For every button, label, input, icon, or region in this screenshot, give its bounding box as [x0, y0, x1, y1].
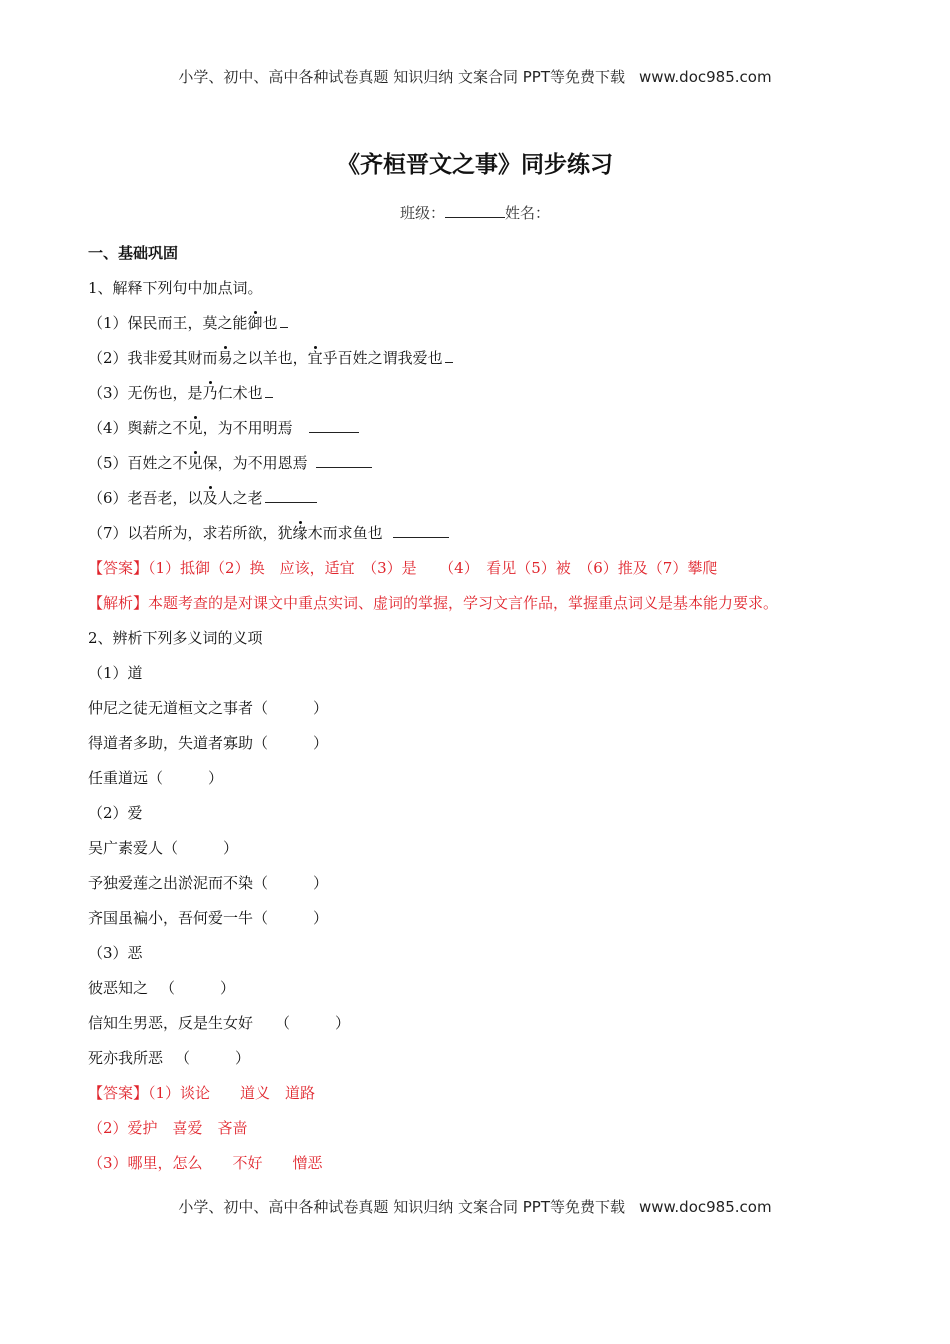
- banner-text: 小学、初中、高中各种试卷真题 知识归纳 文案合同 PPT等免费下载: [178, 1198, 625, 1216]
- answer-paren[interactable]: （ ）: [253, 874, 329, 892]
- q1-item-7: （7）以若所为，求若所欲，犹缘木而求鱼也: [88, 516, 878, 551]
- q2-answer: 【答案】（1）谈论 道义 道路: [88, 1084, 316, 1102]
- dotted-word: 见: [188, 411, 203, 446]
- class-label: 班级：: [399, 204, 445, 222]
- q1-answer: 【答案】（1）抵御（2）换 应该，适宜 （3）是 （4） 看见（5）被 （6）推及（7）攀爬: [88, 559, 718, 577]
- q2-group-head: （1）道: [88, 664, 143, 682]
- dotted-word: 缘: [293, 516, 308, 551]
- answer-blank[interactable]: [393, 523, 449, 538]
- q1-item-1: （1）保民而王，莫之能御也: [88, 306, 878, 341]
- q2-line: 齐国虽褊小，吾何爱一牛（ ）: [88, 909, 329, 927]
- q2-group-head: （2）爱: [88, 804, 143, 822]
- answer-blank[interactable]: [265, 488, 317, 503]
- q1-analysis: 【解析】本题考查的是对课文中重点实词、虚词的掌握，学习文言作品，掌握重点词义是基本能力要求。: [88, 594, 779, 612]
- q2-line: 仲尼之徒无道桓文之事者（ ）: [88, 699, 329, 717]
- dotted-word: 及: [203, 481, 218, 516]
- dotted-word: 御: [248, 306, 263, 341]
- q2-answer-line: （3）哪里，怎么 不好 憎恶: [88, 1154, 323, 1172]
- answer-blank[interactable]: [445, 348, 453, 363]
- q2-line: 信知生男恶，反是生女好 （ ）: [88, 1014, 351, 1032]
- answer-blank[interactable]: [265, 383, 273, 398]
- answer-paren[interactable]: （ ）: [253, 909, 329, 927]
- page-title: 《齐桓晋文之事》同步练习: [337, 151, 613, 178]
- name-label: 姓名：: [505, 204, 551, 222]
- worksheet-body: [88, 236, 878, 1181]
- q1-item-4: （4）舆薪之不见，为不用明焉: [88, 411, 878, 446]
- answer-paren[interactable]: （ ）: [160, 979, 236, 997]
- q2-group-head: （3）恶: [88, 944, 143, 962]
- q2-answer-line: （2）爱护 喜爱 吝啬: [88, 1119, 248, 1137]
- answer-blank[interactable]: [316, 453, 372, 468]
- q2-line: 得道者多助，失道者寡助（ ）: [88, 734, 329, 752]
- q2-line: 任重道远（ ）: [88, 769, 224, 787]
- banner-url[interactable]: www.doc985.com: [638, 68, 772, 86]
- answer-paren[interactable]: （ ）: [253, 734, 329, 752]
- q2-line: 予独爱莲之出淤泥而不染（ ）: [88, 874, 329, 892]
- answer-paren[interactable]: （ ）: [175, 1049, 251, 1067]
- answer-paren[interactable]: （ ）: [163, 839, 239, 857]
- dotted-word: 宜: [308, 341, 323, 376]
- answer-blank[interactable]: [309, 418, 359, 433]
- dotted-word: 乃: [203, 376, 218, 411]
- banner-text: 小学、初中、高中各种试卷真题 知识归纳 文案合同 PPT等免费下载: [178, 68, 625, 86]
- q2-line: 死亦我所恶 （ ）: [88, 1049, 251, 1067]
- question-2-stem: 2、辨析下列多义词的义项: [88, 629, 263, 647]
- bottom-banner: [0, 1196, 950, 1217]
- answer-paren[interactable]: （ ）: [253, 699, 329, 717]
- answer-paren[interactable]: （ ）: [275, 1014, 351, 1032]
- dotted-word: 见: [188, 446, 203, 481]
- section-heading: 一、基础巩固: [88, 244, 179, 262]
- q1-item-3: （3）无伤也，是乃仁术也: [88, 376, 878, 411]
- q2-line: 彼恶知之 （ ）: [88, 979, 236, 997]
- question-1-stem: 1、解释下列句中加点词。: [88, 279, 263, 297]
- top-banner: [0, 66, 950, 87]
- q2-line: 吴广素爱人（ ）: [88, 839, 239, 857]
- class-blank[interactable]: [445, 203, 505, 218]
- q1-item-6: （6）老吾老，以及人之老: [88, 481, 878, 516]
- answer-blank[interactable]: [280, 313, 288, 328]
- q1-item-5: （5）百姓之不见保，为不用恩焉: [88, 446, 878, 481]
- q1-item-2: （2）我非爱其财而易之以羊也，宜乎百姓之谓我爱也: [88, 341, 878, 376]
- banner-url[interactable]: www.doc985.com: [638, 1198, 772, 1216]
- class-name-line: [0, 202, 950, 223]
- dotted-word: 易: [218, 341, 233, 376]
- answer-paren[interactable]: （ ）: [148, 769, 224, 787]
